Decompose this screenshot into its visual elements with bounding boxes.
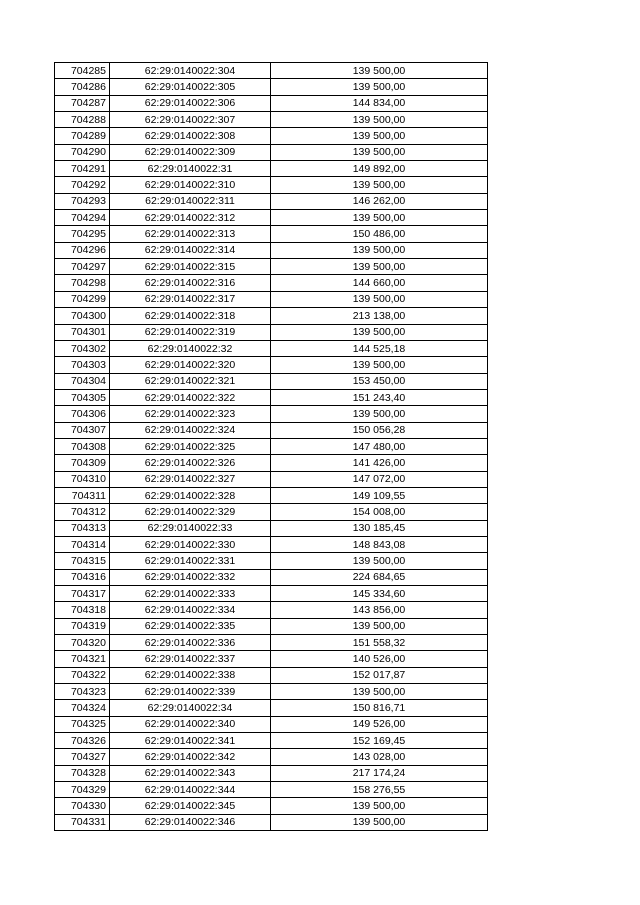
cadastral-number-cell: 62:29:0140022:334 (110, 602, 271, 618)
table-row (55, 733, 488, 749)
table-row (55, 308, 488, 324)
cadastral-number-cell: 62:29:0140022:313 (110, 226, 271, 242)
value-cell: 139 500,00 (271, 112, 488, 128)
value-cell: 139 500,00 (271, 406, 488, 422)
row-id-cell: 704314 (55, 536, 110, 552)
table-row (55, 569, 488, 585)
row-id-cell: 704328 (55, 765, 110, 781)
cadastral-number-cell: 62:29:0140022:333 (110, 586, 271, 602)
table-row (55, 455, 488, 471)
value-cell: 146 262,00 (271, 193, 488, 209)
row-id-cell: 704310 (55, 471, 110, 487)
cadastral-number-cell: 62:29:0140022:346 (110, 814, 271, 830)
value-cell: 139 500,00 (271, 128, 488, 144)
cadastral-number-cell: 62:29:0140022:330 (110, 536, 271, 552)
row-id-cell: 704317 (55, 586, 110, 602)
value-cell: 139 500,00 (271, 814, 488, 830)
value-cell: 139 500,00 (271, 618, 488, 634)
value-cell: 143 028,00 (271, 749, 488, 765)
table-row (55, 586, 488, 602)
row-id-cell: 704306 (55, 406, 110, 422)
row-id-cell: 704303 (55, 357, 110, 373)
cadastral-number-cell: 62:29:0140022:338 (110, 667, 271, 683)
row-id-cell: 704288 (55, 112, 110, 128)
table-row (55, 635, 488, 651)
table-row (55, 406, 488, 422)
value-cell: 139 500,00 (271, 79, 488, 95)
cadastral-value-table (54, 62, 488, 831)
cadastral-number-cell: 62:29:0140022:316 (110, 275, 271, 291)
value-cell: 158 276,55 (271, 782, 488, 798)
row-id-cell: 704299 (55, 291, 110, 307)
cadastral-number-cell: 62:29:0140022:344 (110, 782, 271, 798)
table-row (55, 749, 488, 765)
table-row (55, 95, 488, 111)
table-row (55, 765, 488, 781)
value-cell: 151 558,32 (271, 635, 488, 651)
row-id-cell: 704302 (55, 340, 110, 356)
row-id-cell: 704329 (55, 782, 110, 798)
value-cell: 149 109,55 (271, 487, 488, 503)
value-cell: 224 684,65 (271, 569, 488, 585)
row-id-cell: 704301 (55, 324, 110, 340)
table-row (55, 112, 488, 128)
cadastral-number-cell: 62:29:0140022:326 (110, 455, 271, 471)
table-row (55, 700, 488, 716)
table-row (55, 259, 488, 275)
table-body (55, 63, 488, 831)
row-id-cell: 704287 (55, 95, 110, 111)
value-cell: 139 500,00 (271, 553, 488, 569)
value-cell: 149 526,00 (271, 716, 488, 732)
value-cell: 217 174,24 (271, 765, 488, 781)
value-cell: 139 500,00 (271, 242, 488, 258)
cadastral-number-cell: 62:29:0140022:33 (110, 520, 271, 536)
row-id-cell: 704321 (55, 651, 110, 667)
row-id-cell: 704327 (55, 749, 110, 765)
value-cell: 139 500,00 (271, 144, 488, 160)
cadastral-number-cell: 62:29:0140022:325 (110, 438, 271, 454)
value-cell: 147 072,00 (271, 471, 488, 487)
table-row (55, 63, 488, 79)
row-id-cell: 704316 (55, 569, 110, 585)
row-id-cell: 704315 (55, 553, 110, 569)
value-cell: 147 480,00 (271, 438, 488, 454)
row-id-cell: 704318 (55, 602, 110, 618)
value-cell: 152 017,87 (271, 667, 488, 683)
value-cell: 150 056,28 (271, 422, 488, 438)
cadastral-number-cell: 62:29:0140022:328 (110, 487, 271, 503)
table-row (55, 291, 488, 307)
row-id-cell: 704324 (55, 700, 110, 716)
table-row (55, 144, 488, 160)
cadastral-number-cell: 62:29:0140022:331 (110, 553, 271, 569)
cadastral-number-cell: 62:29:0140022:324 (110, 422, 271, 438)
table-row (55, 553, 488, 569)
row-id-cell: 704291 (55, 161, 110, 177)
value-cell: 141 426,00 (271, 455, 488, 471)
table-row (55, 79, 488, 95)
value-cell: 154 008,00 (271, 504, 488, 520)
value-cell: 139 500,00 (271, 210, 488, 226)
cadastral-number-cell: 62:29:0140022:308 (110, 128, 271, 144)
value-cell: 151 243,40 (271, 389, 488, 405)
cadastral-number-cell: 62:29:0140022:329 (110, 504, 271, 520)
table-row (55, 275, 488, 291)
row-id-cell: 704312 (55, 504, 110, 520)
cadastral-number-cell: 62:29:0140022:327 (110, 471, 271, 487)
table-row (55, 798, 488, 814)
value-cell: 150 486,00 (271, 226, 488, 242)
value-cell: 153 450,00 (271, 373, 488, 389)
table-row (55, 193, 488, 209)
table-row (55, 618, 488, 634)
value-cell: 149 892,00 (271, 161, 488, 177)
row-id-cell: 704296 (55, 242, 110, 258)
table-row (55, 161, 488, 177)
cadastral-number-cell: 62:29:0140022:315 (110, 259, 271, 275)
cadastral-number-cell: 62:29:0140022:311 (110, 193, 271, 209)
cadastral-number-cell: 62:29:0140022:332 (110, 569, 271, 585)
row-id-cell: 704294 (55, 210, 110, 226)
row-id-cell: 704319 (55, 618, 110, 634)
table-row (55, 357, 488, 373)
row-id-cell: 704311 (55, 487, 110, 503)
value-cell: 139 500,00 (271, 177, 488, 193)
cadastral-number-cell: 62:29:0140022:341 (110, 733, 271, 749)
cadastral-number-cell: 62:29:0140022:317 (110, 291, 271, 307)
row-id-cell: 704322 (55, 667, 110, 683)
value-cell: 140 526,00 (271, 651, 488, 667)
table-row (55, 536, 488, 552)
table-row (55, 226, 488, 242)
cadastral-number-cell: 62:29:0140022:307 (110, 112, 271, 128)
row-id-cell: 704320 (55, 635, 110, 651)
row-id-cell: 704308 (55, 438, 110, 454)
table-row (55, 651, 488, 667)
value-cell: 139 500,00 (271, 63, 488, 79)
table-row (55, 602, 488, 618)
value-cell: 139 500,00 (271, 259, 488, 275)
row-id-cell: 704325 (55, 716, 110, 732)
table-row (55, 684, 488, 700)
table-row (55, 782, 488, 798)
table-row (55, 324, 488, 340)
value-cell: 152 169,45 (271, 733, 488, 749)
cadastral-number-cell: 62:29:0140022:343 (110, 765, 271, 781)
row-id-cell: 704300 (55, 308, 110, 324)
table-row (55, 340, 488, 356)
row-id-cell: 704304 (55, 373, 110, 389)
cadastral-number-cell: 62:29:0140022:335 (110, 618, 271, 634)
cadastral-number-cell: 62:29:0140022:321 (110, 373, 271, 389)
table-row (55, 128, 488, 144)
table-row (55, 471, 488, 487)
cadastral-number-cell: 62:29:0140022:34 (110, 700, 271, 716)
value-cell: 144 834,00 (271, 95, 488, 111)
value-cell: 139 500,00 (271, 291, 488, 307)
row-id-cell: 704313 (55, 520, 110, 536)
cadastral-number-cell: 62:29:0140022:314 (110, 242, 271, 258)
value-cell: 148 843,08 (271, 536, 488, 552)
value-cell: 139 500,00 (271, 324, 488, 340)
table-row (55, 242, 488, 258)
cadastral-number-cell: 62:29:0140022:320 (110, 357, 271, 373)
row-id-cell: 704307 (55, 422, 110, 438)
table-row (55, 716, 488, 732)
cadastral-number-cell: 62:29:0140022:323 (110, 406, 271, 422)
cadastral-number-cell: 62:29:0140022:339 (110, 684, 271, 700)
table-row (55, 389, 488, 405)
cadastral-number-cell: 62:29:0140022:342 (110, 749, 271, 765)
row-id-cell: 704326 (55, 733, 110, 749)
row-id-cell: 704305 (55, 389, 110, 405)
table-row (55, 487, 488, 503)
table-row (55, 210, 488, 226)
value-cell: 145 334,60 (271, 586, 488, 602)
table-row (55, 373, 488, 389)
table-row (55, 520, 488, 536)
cadastral-number-cell: 62:29:0140022:31 (110, 161, 271, 177)
cadastral-number-cell: 62:29:0140022:305 (110, 79, 271, 95)
row-id-cell: 704285 (55, 63, 110, 79)
value-cell: 150 816,71 (271, 700, 488, 716)
cadastral-number-cell: 62:29:0140022:340 (110, 716, 271, 732)
row-id-cell: 704323 (55, 684, 110, 700)
table-row (55, 814, 488, 830)
row-id-cell: 704330 (55, 798, 110, 814)
row-id-cell: 704331 (55, 814, 110, 830)
cadastral-number-cell: 62:29:0140022:345 (110, 798, 271, 814)
table-row (55, 422, 488, 438)
cadastral-number-cell: 62:29:0140022:309 (110, 144, 271, 160)
table-row (55, 504, 488, 520)
row-id-cell: 704293 (55, 193, 110, 209)
row-id-cell: 704289 (55, 128, 110, 144)
row-id-cell: 704290 (55, 144, 110, 160)
cadastral-number-cell: 62:29:0140022:304 (110, 63, 271, 79)
value-cell: 139 500,00 (271, 357, 488, 373)
cadastral-number-cell: 62:29:0140022:310 (110, 177, 271, 193)
cadastral-number-cell: 62:29:0140022:322 (110, 389, 271, 405)
row-id-cell: 704297 (55, 259, 110, 275)
value-cell: 139 500,00 (271, 798, 488, 814)
cadastral-number-cell: 62:29:0140022:319 (110, 324, 271, 340)
table-row (55, 667, 488, 683)
row-id-cell: 704295 (55, 226, 110, 242)
value-cell: 143 856,00 (271, 602, 488, 618)
value-cell: 130 185,45 (271, 520, 488, 536)
cadastral-number-cell: 62:29:0140022:337 (110, 651, 271, 667)
table-row (55, 177, 488, 193)
value-cell: 144 660,00 (271, 275, 488, 291)
cadastral-number-cell: 62:29:0140022:32 (110, 340, 271, 356)
value-cell: 213 138,00 (271, 308, 488, 324)
row-id-cell: 704292 (55, 177, 110, 193)
value-cell: 144 525,18 (271, 340, 488, 356)
cadastral-number-cell: 62:29:0140022:336 (110, 635, 271, 651)
table-row (55, 438, 488, 454)
cadastral-number-cell: 62:29:0140022:306 (110, 95, 271, 111)
cadastral-number-cell: 62:29:0140022:312 (110, 210, 271, 226)
row-id-cell: 704298 (55, 275, 110, 291)
value-cell: 139 500,00 (271, 684, 488, 700)
cadastral-number-cell: 62:29:0140022:318 (110, 308, 271, 324)
row-id-cell: 704286 (55, 79, 110, 95)
row-id-cell: 704309 (55, 455, 110, 471)
